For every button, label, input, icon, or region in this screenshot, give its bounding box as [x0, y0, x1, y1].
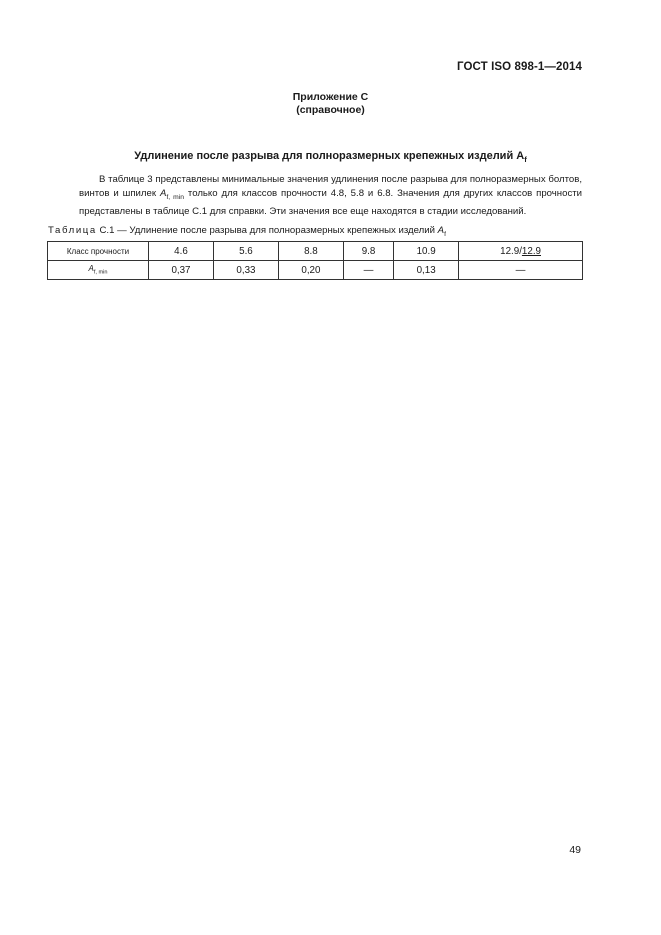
- section-title-subscript: f: [524, 155, 527, 165]
- table-caption-prefix: Таблица: [48, 225, 97, 236]
- table-caption-symbol: A: [437, 225, 445, 236]
- document-id: ГОСТ ISO 898-1—2014: [457, 61, 582, 73]
- table-row: [48, 261, 583, 280]
- body-paragraph: [79, 173, 582, 219]
- body-text-part1: В таблице 3 представлены минимальные значения удлинения после разрыва для полноразмерных болтов, винтов и шпилек: [79, 174, 582, 199]
- table-cell: 0,20: [278, 261, 343, 280]
- table-cell: 4.6: [149, 242, 214, 261]
- table-cell: —: [343, 261, 393, 280]
- class-label-b: 12.9: [521, 245, 541, 257]
- table-cell: 0,13: [394, 261, 459, 280]
- class-label-a: 12.9/: [500, 245, 522, 257]
- elongation-table: [47, 241, 583, 280]
- table-cell: 5.6: [213, 242, 278, 261]
- row-symbol: A: [88, 264, 94, 274]
- table-cell: [459, 242, 583, 261]
- table-row: [48, 242, 583, 261]
- table-cell: 9.8: [343, 242, 393, 261]
- annex-heading: [0, 91, 661, 117]
- row-symbol-subscript: f, min: [93, 269, 108, 276]
- body-symbol-subscript: f, min: [166, 193, 185, 201]
- annex-subtitle: (справочное): [296, 104, 365, 116]
- table-caption: [48, 225, 446, 238]
- section-title-text: Удлинение после разрыва для полноразмерных крепежных изделий A: [134, 150, 525, 162]
- annex-title: Приложение С: [292, 91, 369, 103]
- table-cell: 10.9: [394, 242, 459, 261]
- section-title: [0, 150, 661, 164]
- page-number: 49: [569, 844, 581, 856]
- table-cell: 0,33: [213, 261, 278, 280]
- table-caption-symbol-subscript: f: [444, 230, 446, 238]
- table-cell: —: [459, 261, 583, 280]
- table-cell: 8.8: [278, 242, 343, 261]
- table-row-header: [48, 261, 149, 280]
- table-row-header: Класс прочности: [48, 242, 149, 261]
- table-cell: 0,37: [149, 261, 214, 280]
- body-text-part2: только для классов прочности 4.8, 5.8 и 6.8. Значения для других классов прочности представлены в таблице С.1 для справки. Эти значения все еще находятся в стадии исследований.: [79, 188, 582, 217]
- body-symbol: A: [159, 188, 167, 199]
- table-caption-text: С.1 — Удлинение после разрыва для полноразмерных крепежных изделий: [96, 225, 438, 236]
